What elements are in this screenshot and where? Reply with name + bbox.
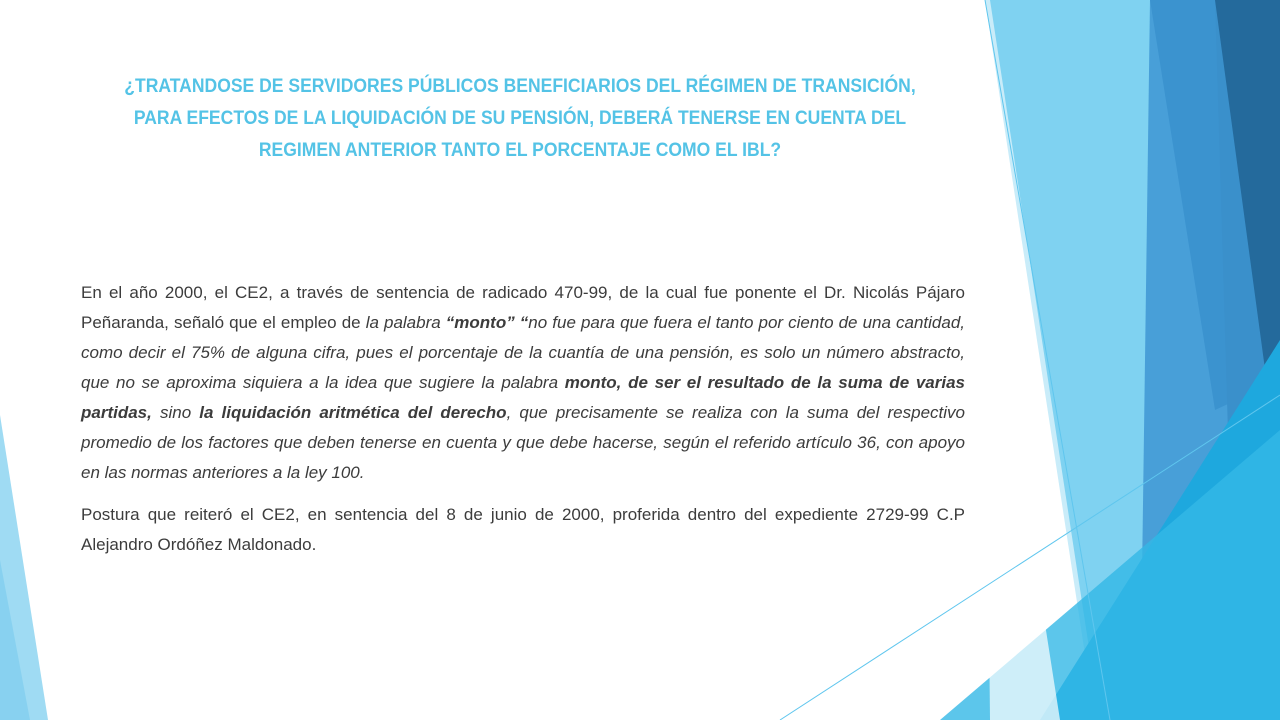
- p1-bold-italic-1: “monto” “: [445, 313, 529, 332]
- p1-text-1: En el año 2000, el CE2, a través de sentencia de radicado 470-99, de la cual fue ponente el Dr. Nicolás Pájaro Peñaranda, señaló que el empleo de: [81, 283, 965, 332]
- p1-italic-2: no fue para que fuera el tanto por ciento de una cantidad, como decir el 75% de alguna cifra, pues el porcentaje de la cuantía de una pensión, es solo un número abstracto, que no se aproxima siquiera a la idea que sugiere la palabra: [81, 313, 965, 392]
- slide-title: ¿TRATANDOSE DE SERVIDORES PÚBLICOS BENEFICIARIOS DEL RÉGIMEN DE TRANSICIÓN, PARA EFECTOS DE LA LIQUIDACIÓN DE SU PENSIÓN, DEBERÁ TENERSE EN CUENTA DEL REGIMEN ANTERIOR TANTO EL PORCENTAJE COMO EL IBL?: [124, 75, 916, 161]
- p1-italic-4: , que precisamente se realiza con la suma del respectivo promedio de los factores que deben tenerse en cuenta y que debe hacerse, según el referido artículo 36, con apoyo en las normas anteriores a la ley 100.: [81, 403, 965, 482]
- paragraph-2: Postura que reiteró el CE2, en sentencia del 8 de junio de 2000, proferida dentro del expediente 2729-99 C.P Alejandro Ordóñez Maldonado.: [81, 505, 965, 554]
- slide-body: [81, 278, 965, 560]
- p1-bold-italic-2: monto, de ser el resultado de la suma de varias partidas,: [81, 373, 965, 422]
- paragraph-1: [81, 278, 965, 488]
- p1-italic-3: sino: [151, 403, 200, 422]
- p1-italic-1: la palabra: [365, 313, 446, 332]
- p1-bold-italic-3: la liquidación aritmética del derecho: [199, 403, 507, 422]
